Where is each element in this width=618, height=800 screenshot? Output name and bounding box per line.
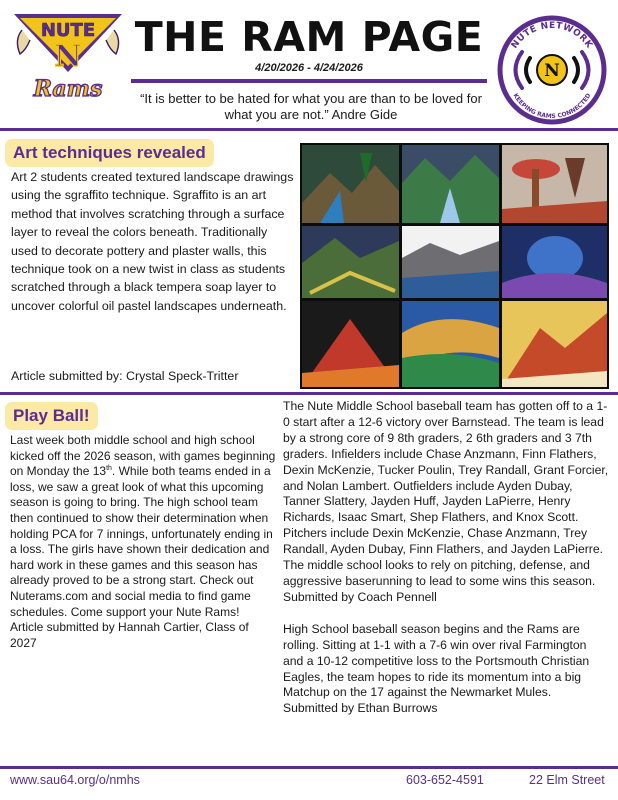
logo-text-rams: Rams [33, 76, 103, 102]
logo-letter: N [54, 39, 82, 74]
play-ball-body-part-1: Last week both middle school and high school kicked off the 2026 season, with games beginning on Monday the 13 [10, 433, 276, 479]
header-divider [0, 128, 618, 131]
footer-website[interactable]: www.sau64.org/o/nmhs [10, 773, 140, 787]
art-article-credit: Article submitted by: Crystal Speck-Tritter [11, 369, 239, 383]
masthead [128, 14, 490, 74]
play-ball-superscript: th [106, 465, 112, 473]
page-title: THE RAM PAGE [134, 13, 484, 61]
footer-divider [0, 766, 618, 769]
art-heading: Art techniques revealed [5, 139, 214, 167]
student-artwork-collage [300, 143, 609, 389]
artwork-tile-9 [502, 301, 607, 387]
nute-rams-logo [12, 12, 124, 104]
play-ball-body-part-2: . While both teams ended in a loss, we saw a great look of what this upcoming season is going to bring. The high school team then continued to show their determination when holding PCA for 7 innings, unfortunately ending in a loss. The girls have shown their dedication and hard work in these games and this season has already proved to be a strong start. Check out Nuterams.com and social media to find game schedules. Come support your Nute Rams! [10, 464, 273, 619]
artwork-tile-8 [402, 301, 499, 387]
network-logo-bottom-text: KEEPING RAMS CONNECTED [511, 92, 593, 121]
footer-address: 22 Elm Street [529, 773, 605, 787]
artwork-tile-4 [302, 226, 399, 298]
play-ball-heading: Play Ball! [5, 402, 98, 430]
play-ball-credit: Article submitted by Hannah Cartier, Class of 2027 [10, 620, 249, 650]
artwork-tile-2 [402, 145, 499, 223]
logo-text-nute: NUTE [40, 20, 96, 41]
middle-school-outlook-paragraph: The middle school looks to rely on pitching, defense, and aggressive baserunning to lead to some wins this season. Submitted by Coach Pennell [283, 558, 596, 604]
art-divider [0, 392, 618, 395]
artwork-tile-6 [502, 226, 607, 298]
artwork-tile-5 [402, 226, 499, 298]
artwork-tile-7 [302, 301, 399, 387]
footer-phone: 603-652-4591 [406, 773, 484, 787]
art-article-body: Art 2 students created textured landscape drawings using the sgraffito technique. Sgraffito is an art method that involves scratching through a surface layer to reveal the colors beneath. Traditionally used to decorate pottery and plaster walls, this technique took on a new twist in class as students scratched through a black tempera soap layer to uncover colorful oil pastel landscapes underneath. [11, 170, 294, 313]
issue-date: 4/20/2026 - 4/24/2026 [255, 62, 363, 74]
artwork-tile-3 [502, 145, 607, 223]
title-rule [131, 79, 487, 83]
nute-network-logo [494, 12, 610, 128]
middle-school-paragraph: The Nute Middle School baseball team has gotten off to a 1-0 start after a 12-6 victory over Barnstead. The team is lead by a strong core of 9 8th graders, 2 6th graders and 3 7th graders. Infielders include Chase Anzmann, Finn Flathers, Dexin McKenzie, Tucker Poulin, Trey Randall, Grant Forcier, and Nolan Lambert. Outfielders include Ayden Dubay, Tanner Slattery, Jayden Huff, Jayden LaPierre, Henry Richards, Isaac Smart, Shep Flathers, and Knox Scott. Pitchers include Dexin McKenzie, Chase Anzmann, Trey Randall, Ayden Dubay, Finn Flathers, and Jayden LaPierre. [283, 399, 609, 557]
play-ball-article [10, 433, 278, 651]
baseball-article [283, 399, 609, 717]
network-logo-letter: N [544, 61, 560, 81]
artwork-tile-1 [302, 145, 399, 223]
network-logo-top-text: NUTE NETWORK [509, 20, 595, 51]
high-school-paragraph: High School baseball season begins and the Rams are rolling. Sitting at 1-1 with a 7-6 win over rival Farmington and a 10-12 competitive loss to the Portsmouth Christian Eagles, the team hopes to ride its momentum into a big Matchup on the 17 against the Newmarket Mules. Submitted by Ethan Burrows [283, 621, 590, 716]
header-quote: “It is better to be hated for what you are than to be loved for what you are not.” Andre Gide [140, 91, 482, 122]
